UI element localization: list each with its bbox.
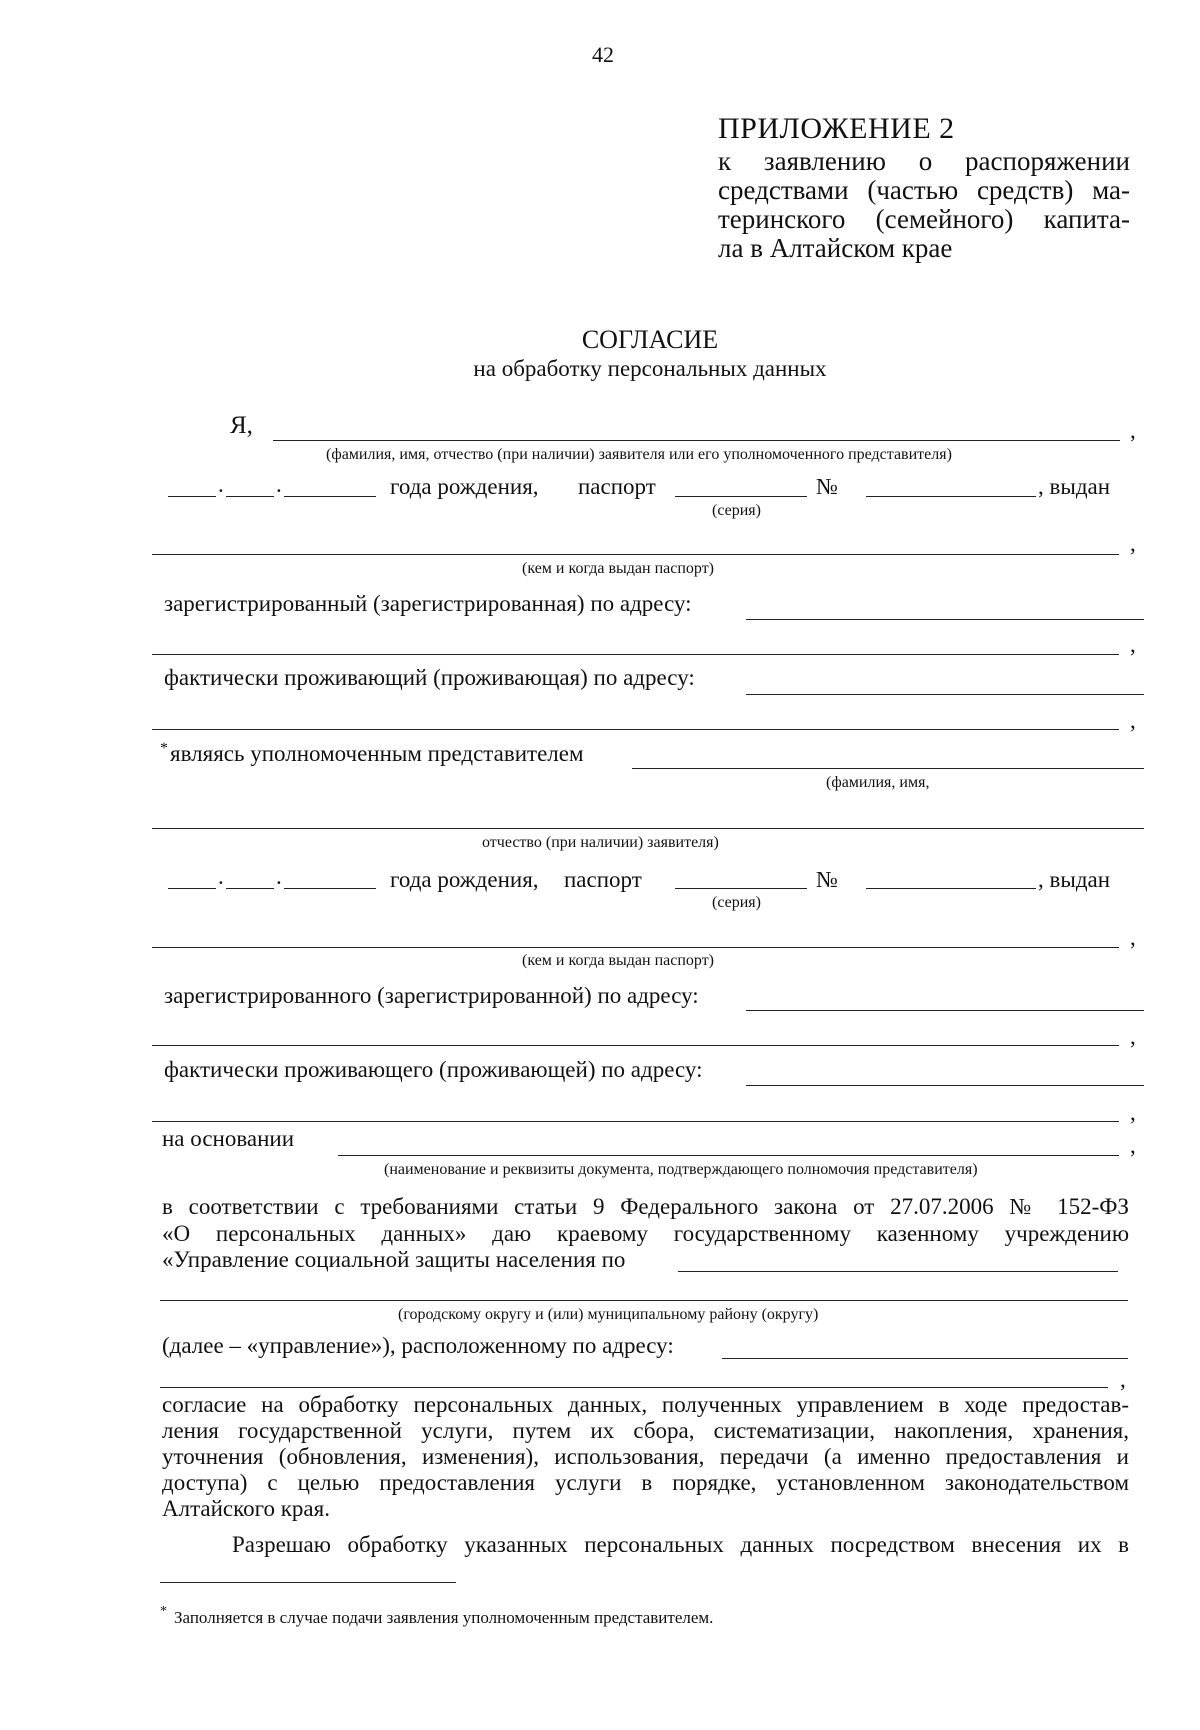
footnote-separator bbox=[160, 1582, 456, 1583]
permit-line: Разрешаю обработку указанных персональных данных посредством внесения их в bbox=[232, 1532, 1129, 1557]
appendix-line-3: теринского (семейного) капита- bbox=[718, 204, 1130, 234]
birth-year-field[interactable] bbox=[284, 496, 376, 497]
rep-fio-field[interactable] bbox=[632, 768, 1144, 769]
i-label: Я, bbox=[230, 412, 253, 439]
fio-field[interactable] bbox=[273, 440, 1120, 441]
comma: , bbox=[1130, 1024, 1136, 1049]
basis-field[interactable] bbox=[338, 1155, 1119, 1156]
living-label: фактически проживающий (проживающая) по адресу: bbox=[164, 665, 695, 690]
rep-caption-1: (фамилия, имя, bbox=[826, 774, 930, 791]
basis-caption: (наименование и реквизиты документа, подтверждающего полномочия представителя) bbox=[384, 1161, 978, 1178]
issued-by-caption: (кем и когда выдан паспорт) bbox=[522, 560, 715, 577]
registered-label: зарегистрированный (зарегистрированная) по адресу: bbox=[164, 591, 692, 616]
basis-label: на основании bbox=[162, 1126, 295, 1151]
district-field-2[interactable] bbox=[160, 1300, 1128, 1301]
living-address-field[interactable] bbox=[746, 694, 1144, 695]
district-caption: (городскому округу и (или) муниципальному району (округу) bbox=[398, 1306, 819, 1323]
birth-month-field[interactable] bbox=[226, 496, 274, 497]
birth-label: года рождения, bbox=[390, 474, 539, 499]
rep-living-address-field[interactable] bbox=[746, 1085, 1144, 1086]
district-field[interactable] bbox=[678, 1271, 1118, 1272]
living-label-2: фактически проживающего (проживающей) по адресу: bbox=[164, 1057, 703, 1082]
comma: , bbox=[1130, 531, 1136, 556]
consent-subtitle: на обработку персональных данных bbox=[473, 356, 827, 381]
consent-title: СОГЛАСИЕ bbox=[581, 325, 719, 354]
rep-registered-address-field-2[interactable] bbox=[152, 1045, 1119, 1046]
number-sign-2: № bbox=[816, 867, 838, 892]
law-line-1: в соответствии с требованиями статьи 9 Федерального закона от 27.07.2006 № 152-ФЗ bbox=[162, 1194, 1129, 1219]
registered-label-2: зарегистрированного (зарегистрированной) по адресу: bbox=[164, 983, 699, 1008]
office-address-field[interactable] bbox=[722, 1358, 1128, 1359]
rep-label: являясь уполномоченным представителем bbox=[170, 741, 584, 766]
rep-passport-number-field[interactable] bbox=[866, 888, 1036, 889]
date-dot: . bbox=[276, 472, 282, 497]
appendix-line-4: ла в Алтайском крае bbox=[718, 233, 953, 263]
comma: , bbox=[1130, 1133, 1136, 1158]
date-dot: . bbox=[218, 864, 224, 889]
consent-line-1: согласие на обработку персональных данных, полученных управлением в ходе предостав- bbox=[162, 1392, 1129, 1417]
issued-by-field[interactable] bbox=[152, 554, 1119, 555]
appendix-line-1: к заявлению о распоряжении bbox=[718, 146, 1130, 176]
consent-line-4: доступа) с целью предоставления услуги в порядке, установленном законодательством bbox=[162, 1470, 1129, 1495]
page-number: 42 bbox=[592, 42, 614, 67]
issued-label-2: , выдан bbox=[1038, 867, 1111, 892]
rep-issued-by-field[interactable] bbox=[152, 947, 1119, 948]
rep-caption-2: отчество (при наличии) заявителя) bbox=[482, 834, 719, 851]
hereinafter-label: (далее – «управление»), расположенному по адресу: bbox=[162, 1333, 674, 1358]
passport-label: паспорт bbox=[578, 474, 656, 499]
birth-day-field[interactable] bbox=[168, 496, 216, 497]
law-line-2: «О персональных данных» даю краевому государственному казенному учреждению bbox=[162, 1221, 1129, 1246]
appendix-title: ПРИЛОЖЕНИЕ 2 bbox=[718, 112, 955, 145]
comma: , bbox=[1130, 708, 1136, 733]
rep-fio-field-2[interactable] bbox=[152, 828, 1144, 829]
passport-number-field[interactable] bbox=[866, 496, 1036, 497]
consent-line-2: ления государственной услуги, путем их сбора, систематизации, накопления, хранения, bbox=[162, 1418, 1129, 1443]
registered-address-field-2[interactable] bbox=[152, 654, 1119, 655]
comma: , bbox=[1130, 925, 1136, 950]
issued-label: , выдан bbox=[1038, 474, 1111, 499]
rep-living-address-field-2[interactable] bbox=[152, 1121, 1119, 1122]
registered-address-field[interactable] bbox=[746, 619, 1144, 620]
office-address-field-2[interactable] bbox=[160, 1387, 1108, 1388]
footnote-text: Заполняется в случае подачи заявления уполномоченным представителем. bbox=[174, 1608, 714, 1627]
law-line-3: «Управление социальной защиты населения по bbox=[162, 1247, 626, 1272]
footnote-asterisk: * bbox=[160, 740, 168, 757]
rep-registered-address-field[interactable] bbox=[746, 1010, 1144, 1011]
consent-line-5: Алтайского края. bbox=[162, 1496, 330, 1521]
passport-series-field[interactable] bbox=[675, 496, 807, 497]
living-address-field-2[interactable] bbox=[152, 729, 1119, 730]
series-caption-2: (серия) bbox=[712, 894, 761, 911]
birth-label-2: года рождения, bbox=[390, 867, 539, 892]
rep-passport-series-field[interactable] bbox=[675, 888, 807, 889]
number-sign: № bbox=[816, 474, 838, 499]
appendix-line-2: средствами (частью средств) ма- bbox=[718, 175, 1130, 205]
series-caption: (серия) bbox=[712, 502, 761, 519]
date-dot: . bbox=[276, 864, 282, 889]
rep-birth-year-field[interactable] bbox=[284, 888, 376, 889]
consent-line-3: уточнения (обновления, изменения), использования, передачи (а именно предоставления и bbox=[162, 1444, 1129, 1469]
issued-by-caption-2: (кем и когда выдан паспорт) bbox=[522, 952, 715, 969]
date-dot: . bbox=[218, 472, 224, 497]
fio-caption: (фамилия, имя, отчество (при наличии) заявителя или его уполномоченного представителя) bbox=[326, 446, 952, 463]
comma: , bbox=[1120, 1367, 1126, 1392]
comma: , bbox=[1130, 1100, 1136, 1125]
rep-birth-month-field[interactable] bbox=[226, 888, 274, 889]
comma: , bbox=[1130, 418, 1136, 443]
footnote-mark: * bbox=[160, 1604, 167, 1619]
rep-birth-day-field[interactable] bbox=[168, 888, 216, 889]
comma: , bbox=[1130, 632, 1136, 657]
passport-label-2: паспорт bbox=[564, 867, 642, 892]
